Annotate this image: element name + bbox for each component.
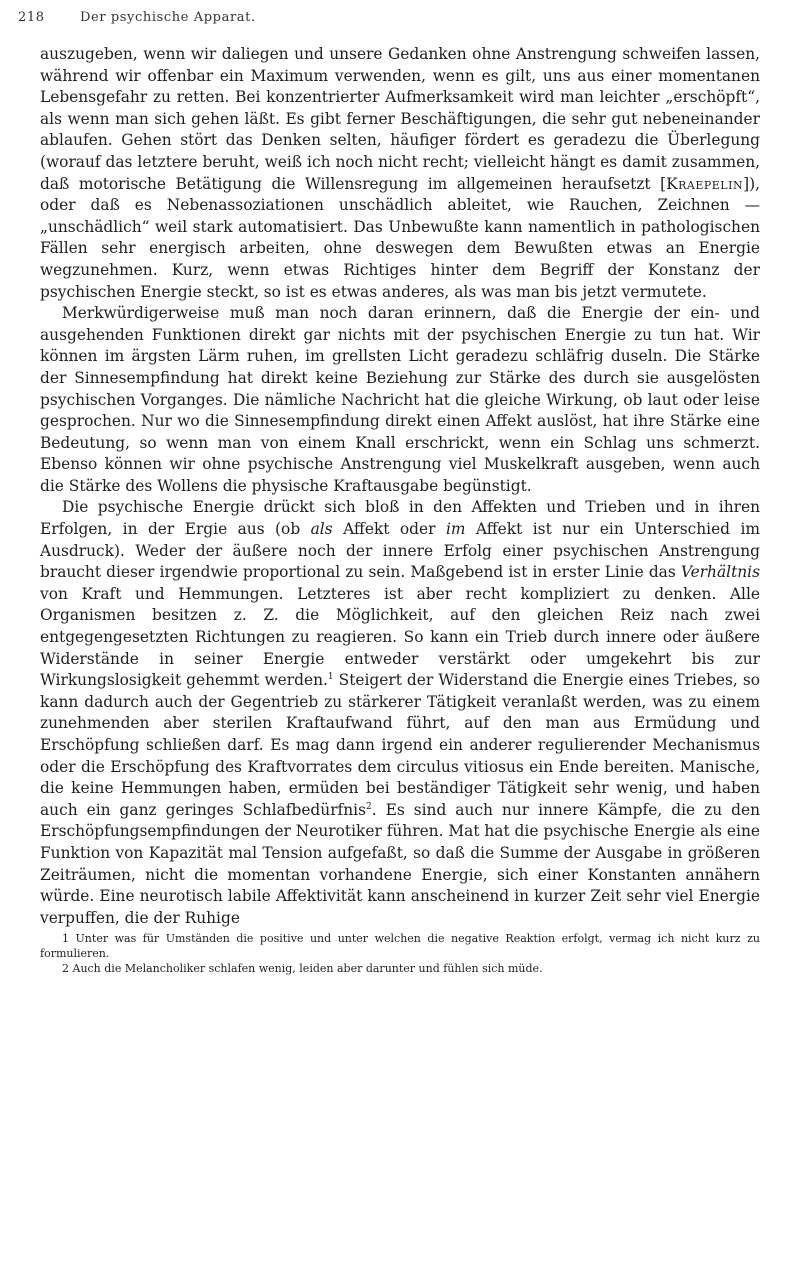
text-run: von Kraft und Hemmungen. Letzteres ist aber recht kompliziert zu denken. Alle Organismen besitzen z. Z. die Möglichkeit, auf den gleichen Reiz nach zwei entgegengesetzten Richtungen zu reagieren. So kann ein Trieb durch innere oder äußere Widerstände in seiner Energie entweder verstärkt oder umgekehrt bis zur Wirkungslosigkeit gehemmt werden. (40, 584, 760, 690)
text-run: auszugeben, wenn wir daliegen und unsere Gedanken ohne Anstrengung schweifen lassen, während wir offenbar ein Maximum verwenden, wenn es gilt, uns aus einer momentanen Lebensgefahr zu retten. Bei konzentrierter Aufmerksamkeit wird man leichter „erschöpft“, als wenn man sich gehen läßt. Es gibt ferner Beschäftigungen, die sehr gut nebeneinander ablaufen. Gehen stört das Denken selten, häufiger fördert es geradezu die Überlegung (worauf das letztere beruht, weiß ich noch nicht recht; vielleicht hängt es damit zusammen, daß motorische Betätigung die Willensregung im allgemeinen heraufsetzt [ (40, 45, 760, 193)
footnote: 1 Unter was für Umständen die positive und unter welchen die negative Reaktion erfolgt, vermag ich nicht kurz zu formulieren. (40, 932, 760, 961)
page-header (18, 10, 760, 44)
text-run: . Es sind auch nur innere Kämpfe, die zu den Erschöpfungsempfindungen der Neurotiker führen. Mat hat die psychische Energie als eine Funktion von Kapazität mal Tension aufgefaßt, so daß die Summe der Ausgabe in größeren Zeiträumen, nicht die momentan vorhandene Energie, sich einer Konstanten annähern würde. Eine neurotisch labile Affektivität kann anscheinend in kurzer Zeit sehr viel Energie verpuffen, die der Ruhige (40, 800, 760, 927)
footnote: 2 Auch die Melancholiker schlafen wenig, leiden aber darunter und fühlen sich müde. (62, 962, 543, 976)
text-run: Affekt oder (332, 520, 446, 539)
emphasis: als (310, 520, 333, 539)
paragraph (40, 44, 760, 303)
text-run: ]), oder daß es Nebenassoziationen unschädlich ableitet, wie Rauchen, Zeichnen — „unschädlich“ weil stark automatisiert. Das Unbewußte kann namentlich in pathologischen Fällen sehr energisch arbeiten, ohne deswegen dem Bewußten etwas an Energie wegzunehmen. Kurz, wenn etwas Richtiges hinter dem Begriff der Konstanz der psychischen Energie steckt, so ist es etwas anderes, als was man bis jetzt vermutete. (40, 174, 760, 301)
author-name: Kraepelin (666, 174, 744, 193)
text-run: Steigert der Widerstand die Energie eines Triebes, so kann dadurch auch der Gegentrieb zu stärkerer Tätigkeit veranlaßt werden, was zu einem zunehmenden aber sterilen Kraftaufwand führt, auf den man aus Ermüdung und Erschöpfung schließen darf. Es mag dann irgend ein anderer regulierender Mechanismus oder die Erschöpfung des Kraftvorrates dem circulus vitiosus ein Ende bereiten. Manische, die keine Hemmungen haben, ermüden bei beständiger Tätigkeit sehr wenig, und haben auch ein ganz geringes Schlafbedürfnis (40, 671, 760, 819)
paragraph (40, 303, 760, 497)
footnotes (40, 931, 760, 976)
footnote-ref: 2 (365, 801, 372, 812)
text-run: Affekt ist nur ein Unterschied im Ausdruck). Weder der äußere noch der innere Erfolg einer psychischen Anstrengung braucht dieser irgendwie proportional zu sein. Maßgebend ist in erster Linie das (40, 520, 760, 582)
running-title: Der psychische Apparat. (80, 10, 256, 25)
emphasis: im (445, 520, 466, 539)
text-run: Die psychische Energie drückt sich bloß in den Affekten und Trieben und in ihren Erfolgen, in der Ergie aus (ob (40, 498, 760, 539)
footnote-ref: 1 (327, 672, 334, 683)
page-number: 218 (18, 10, 45, 25)
paragraph (40, 497, 760, 929)
text-run: Merkwürdigerweise muß man noch daran erinnern, daß die Energie der ein- und ausgehenden Funktionen direkt gar nichts mit der psychischen Energie zu tun hat. Wir können im ärgsten Lärm ruhen, im grellsten Licht geradezu schläfrig duseln. Die Stärke der Sinnesempfindung hat direkt keine Beziehung zur Stärke des durch sie ausgelösten psychischen Vorganges. Die nämliche Nachricht hat die gleiche Wirkung, ob laut oder leise gesprochen. Nur wo die Sinnesempfindung direkt einen Affekt auslöst, hat ihre Stärke eine Bedeutung, so wenn man von einem Knall erschrickt, wenn ein Schlag uns schmerzt. Ebenso können wir ohne psychische Anstrengung viel Muskelkraft ausgeben, wenn auch die Stärke des Wollens die physische Kraftausgabe begünstigt. (40, 304, 760, 495)
body-text (40, 44, 760, 929)
emphasis: Verhältnis (680, 563, 760, 582)
